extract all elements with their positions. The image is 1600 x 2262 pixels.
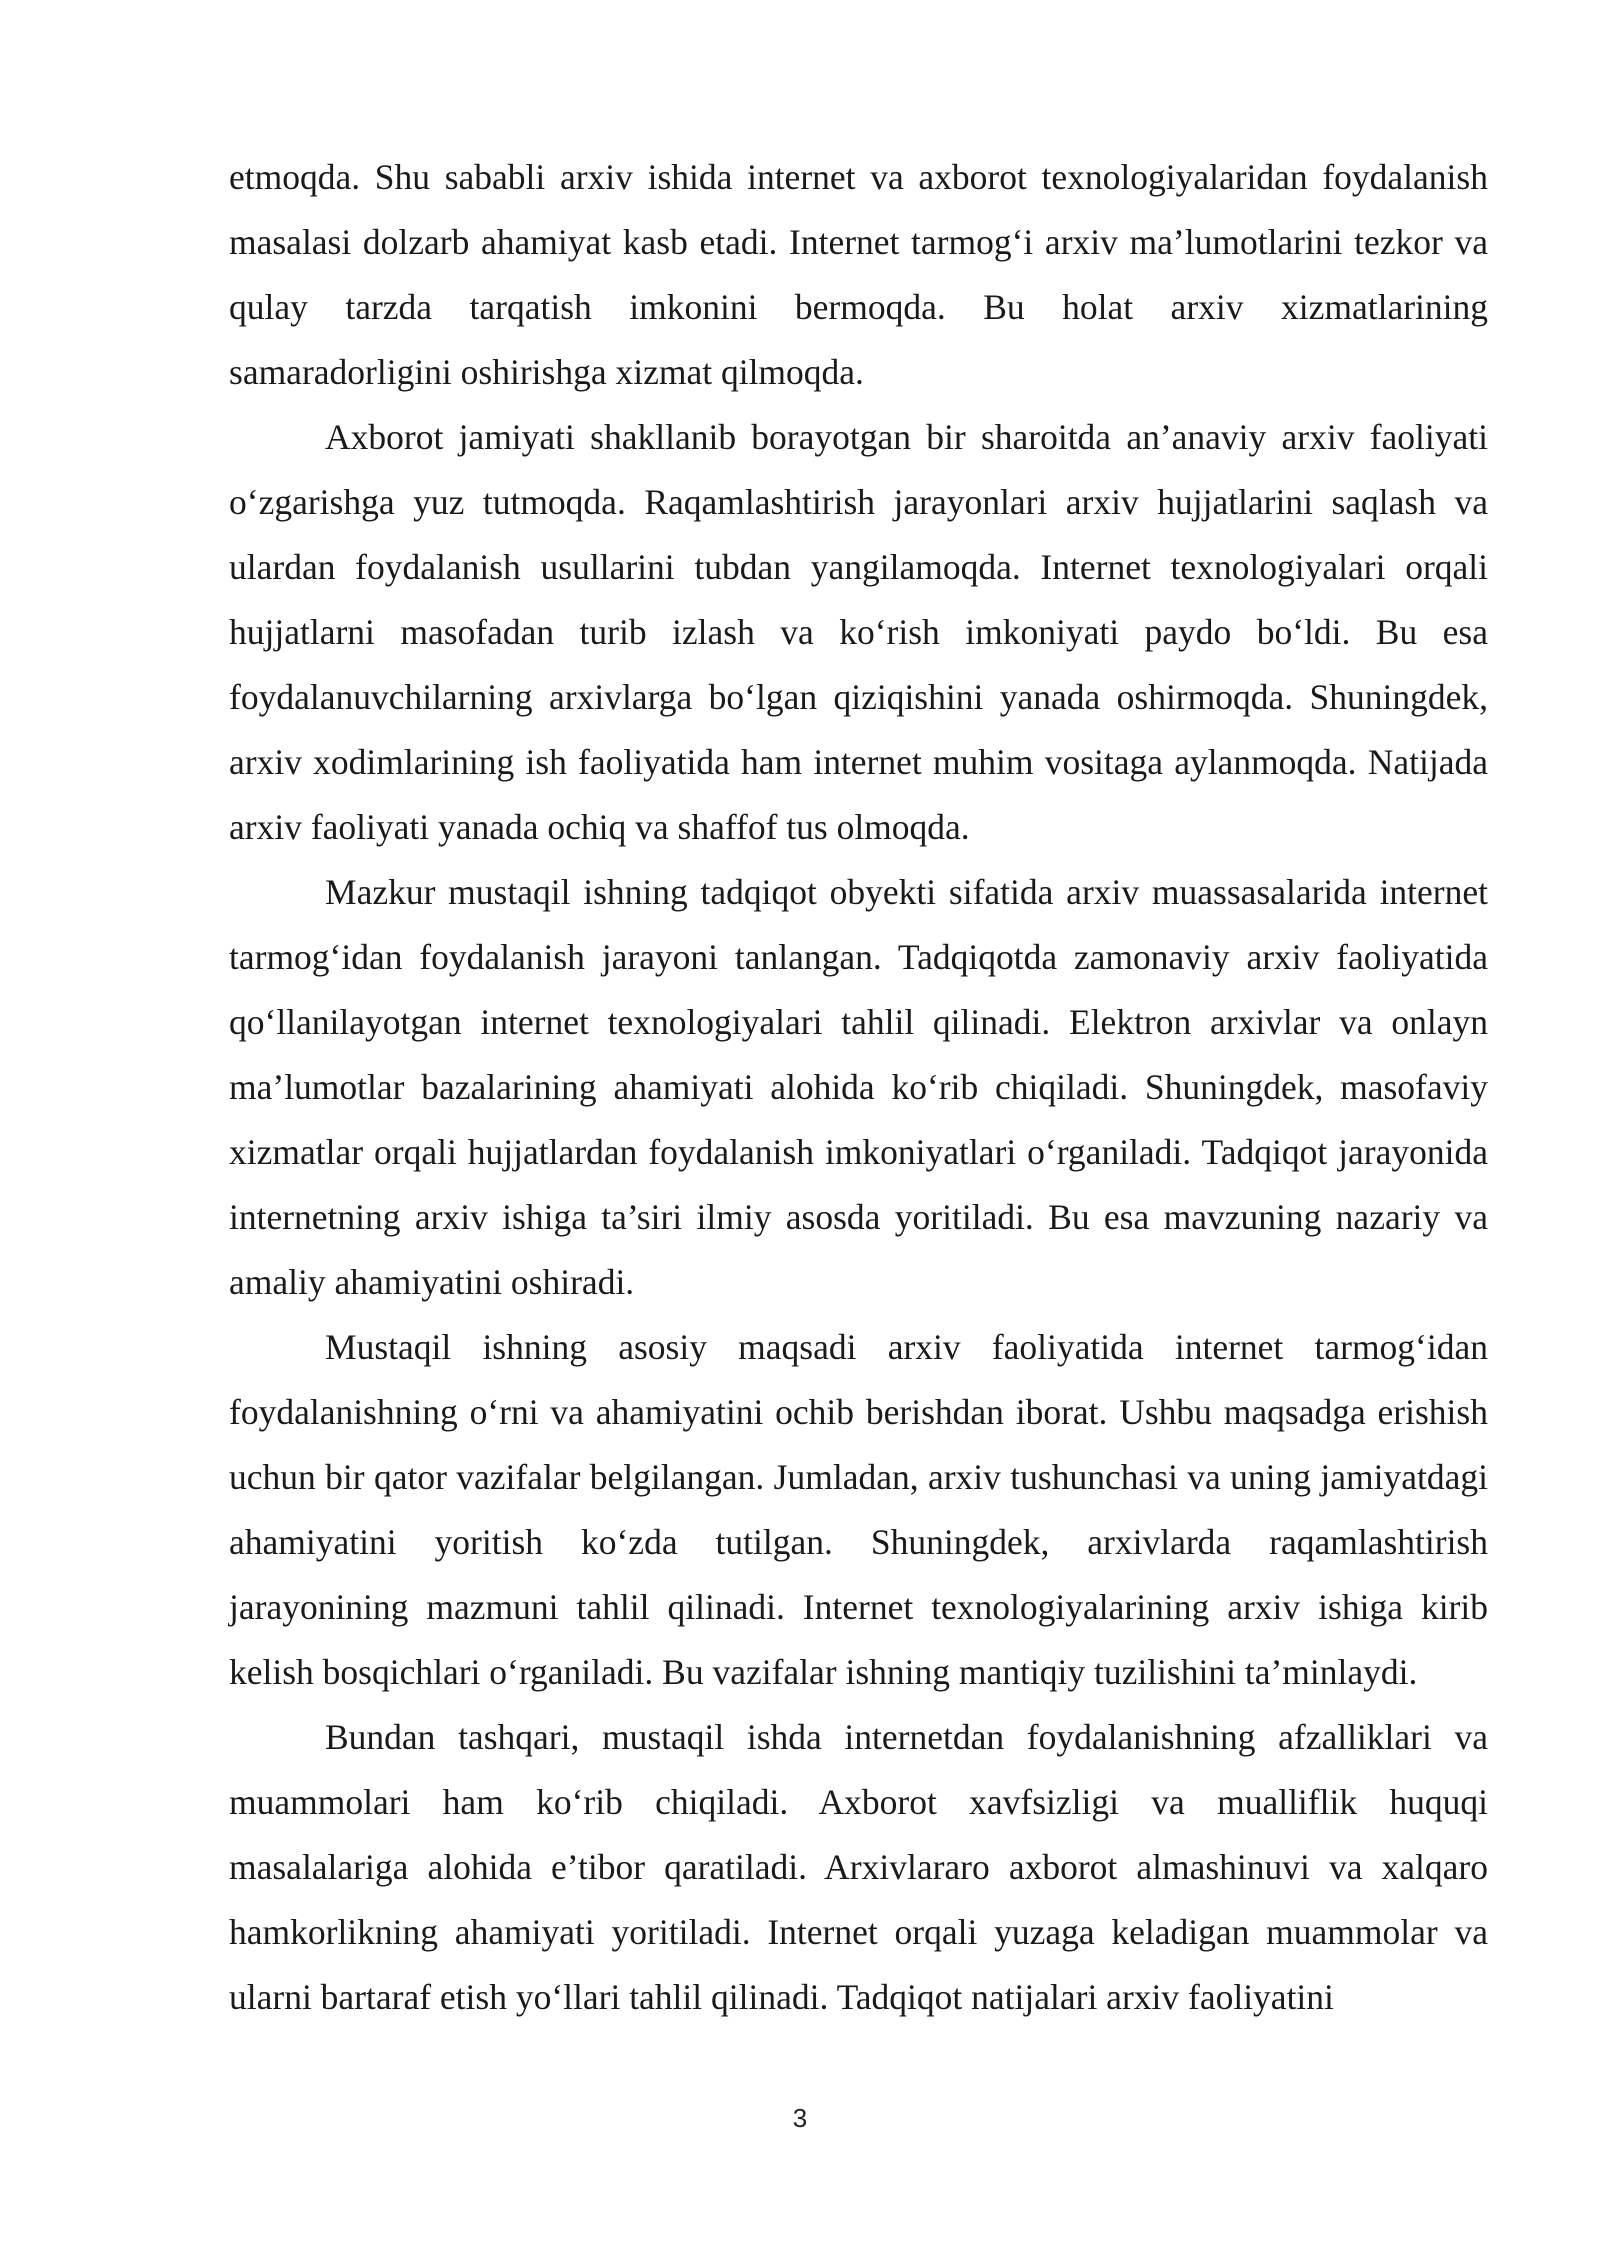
- paragraph-1: etmoqda. Shu sababli arxiv ishida internet va axborot texnologiyalaridan foydalanish masalasi dolzarb ahamiyat kasb etadi. Internet tarmog‘i arxiv ma’lumotlarini tezkor va qulay tarzda tarqatish imkonini bermoqda. Bu holat arxiv xizmatlarining samaradorligini oshirishga xizmat qilmoqda.: [229, 157, 1488, 392]
- page-number: 3: [792, 2103, 808, 2133]
- paragraph-3: Mazkur mustaqil ishning tadqiqot obyekti sifatida arxiv muassasalarida internet tarmog‘idan foydalanish jarayoni tanlangan. Tadqiqotda zamonaviy arxiv faoliyatida qo‘llanilayotgan internet texnologiyalari tahlil qilinadi. Elektron arxivlar va onlayn ma’lumotlar bazalarining ahamiyati alohida ko‘rib chiqiladi. Shuningdek, masofaviy xizmatlar orqali hujjatlardan foydalanish imkoniyatlari o‘rganiladi. Tadqiqot jarayonida internetning arxiv ishiga ta’siri ilmiy asosda yoritiladi. Bu esa mavzuning nazariy va amaliy ahamiyatini oshiradi.: [229, 872, 1488, 1302]
- paragraph-2: Axborot jamiyati shakllanib borayotgan bir sharoitda an’anaviy arxiv faoliyati o‘zgarishga yuz tutmoqda. Raqamlashtirish jarayonlari arxiv hujjatlarini saqlash va ulardan foydalanish usullarini tubdan yangilamoqda. Internet texnologiyalari orqali hujjatlarni masofadan turib izlash va ko‘rish imkoniyati paydo bo‘ldi. Bu esa foydalanuvchilarning arxivlarga bo‘lgan qiziqishini yanada oshirmoqda. Shuningdek, arxiv xodimlarining ish faoliyatida ham internet muhim vositaga aylanmoqda. Natijada arxiv faoliyati yanada ochiq va shaffof tus olmoqda.: [229, 417, 1488, 847]
- paragraph-5: Bundan tashqari, mustaqil ishda internetdan foydalanishning afzalliklari va muammolari ham ko‘rib chiqiladi. Axborot xavfsizligi va mualliflik huquqi masalalariga alohida e’tibor qaratiladi. Arxivlararo axborot almashinuvi va xalqaro hamkorlikning ahamiyati yoritiladi. Internet orqali yuzaga keladigan muammolar va ularni bartaraf etish yo‘llari tahlil qilinadi. Tadqiqot natijalari arxiv faoliyatini: [229, 1717, 1488, 2017]
- document-body: [229, 145, 1488, 2030]
- paragraph-4: Mustaqil ishning asosiy maqsadi arxiv faoliyatida internet tarmog‘idan foydalanishning o‘rni va ahamiyatini ochib berishdan iborat. Ushbu maqsadga erishish uchun bir qator vazifalar belgilangan. Jumladan, arxiv tushunchasi va uning jamiyatdagi ahamiyatini yoritish ko‘zda tutilgan. Shuningdek, arxivlarda raqamlashtirish jarayonining mazmuni tahlil qilinadi. Internet texnologiyalarining arxiv ishiga kirib kelish bosqichlari o‘rganiladi. Bu vazifalar ishning mantiqiy tuzilishini ta’minlaydi.: [229, 1327, 1488, 1692]
